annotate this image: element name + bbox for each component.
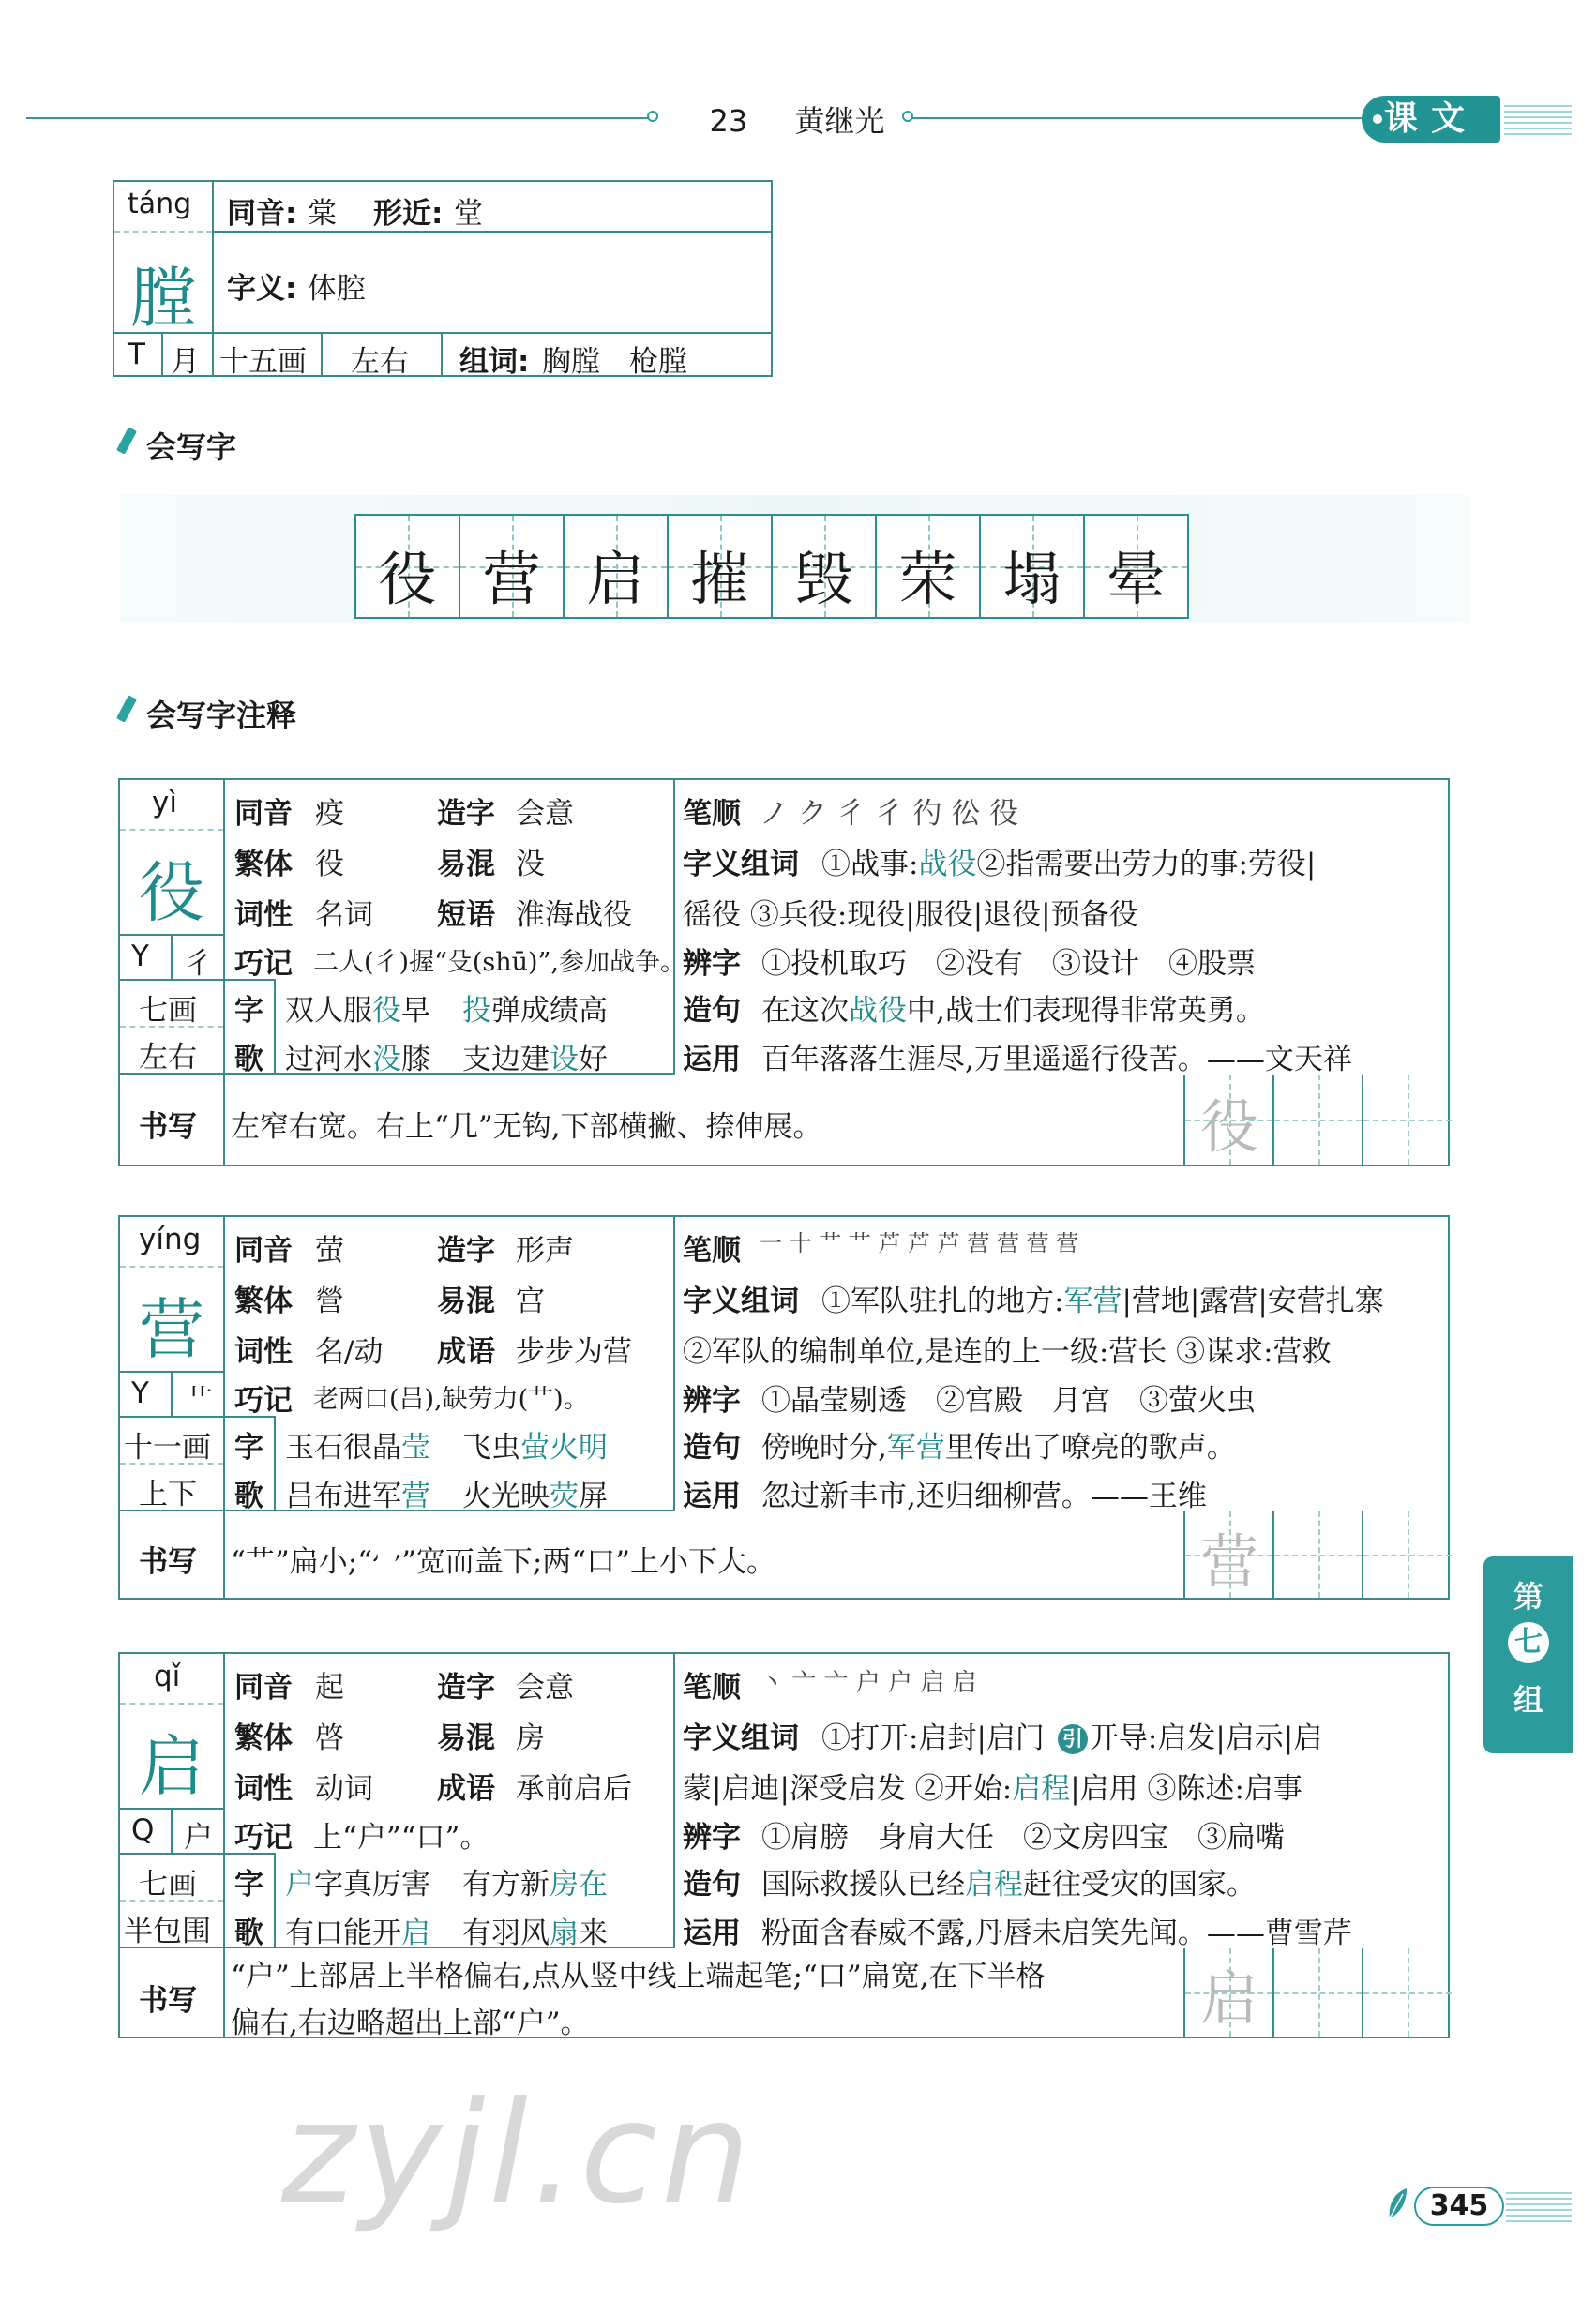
song-text: 玉石很晶 xyxy=(285,1431,401,1465)
leaf-icon xyxy=(1386,2185,1410,2222)
entry-sentence xyxy=(761,1860,1256,1902)
top-char-glyph: 膛 xyxy=(130,260,196,337)
song-highlight: 设 xyxy=(550,1043,579,1076)
entry-mnemonic: 上“户”“口”。 xyxy=(313,1821,489,1855)
label-writing: 书写 xyxy=(139,1110,197,1144)
entry-confuse: 房 xyxy=(516,1721,545,1755)
side-tab-line1: 第 xyxy=(1513,1579,1543,1615)
label-distinguish: 辨字 xyxy=(683,1821,741,1855)
song-highlight: 役 xyxy=(372,994,401,1028)
meaning-text: |启用 ③陈述:启事 xyxy=(1070,1772,1302,1806)
entry-mnemonic: 二人(彳)握“殳(shū)”,参加战争。 xyxy=(313,948,685,977)
practice-box xyxy=(1274,1948,1363,2037)
writing-cell-char: 役 xyxy=(378,545,437,613)
song-text: 弹成绩高 xyxy=(491,994,608,1028)
label-confuse: 易混 xyxy=(437,848,495,881)
practice-ghost-char: 营 xyxy=(1200,1527,1259,1596)
practice-grid xyxy=(1183,1511,1450,1598)
entry-pos: 动词 xyxy=(315,1772,373,1806)
label-formation: 造字 xyxy=(437,1234,495,1268)
entry-confuse: 宫 xyxy=(516,1285,545,1318)
extended-meaning-badge: 引 xyxy=(1058,1724,1088,1754)
label-homophone: 同音 xyxy=(234,1234,293,1268)
entry-homophone: 疫 xyxy=(315,797,344,831)
label-song-char: 字 xyxy=(234,994,263,1028)
entry-distinguish: ①晶莹剔透 ②宫殿 月宫 ③萤火虫 xyxy=(761,1384,1256,1418)
watermark-text: zyjl.cn xyxy=(281,2072,755,2235)
practice-box xyxy=(1274,1075,1363,1165)
entry-song-line1 xyxy=(285,1423,608,1466)
label-sentence: 造句 xyxy=(683,1868,741,1902)
entry-formation: 形声 xyxy=(516,1234,574,1268)
label-traditional: 繁体 xyxy=(234,1721,293,1755)
entry-usage: 忽过新丰市,还归细柳营。——王维 xyxy=(761,1480,1207,1513)
entry-confuse: 没 xyxy=(516,848,545,881)
entry-radical: 艹 xyxy=(184,1384,213,1418)
label-confuse: 易混 xyxy=(437,1285,495,1318)
writing-cell xyxy=(875,514,981,619)
meaning-text: 蒙|启迪|深受启发 ②开始: xyxy=(683,1772,1013,1806)
entry-pinyin: qǐ xyxy=(154,1660,181,1693)
top-char-homophone-label: 同音: xyxy=(227,197,297,231)
top-char-radical: 月 xyxy=(171,345,200,379)
label-phrase: 短语 xyxy=(437,898,495,932)
label-song-ge: 歌 xyxy=(234,1480,263,1513)
entry-song-line1 xyxy=(285,986,608,1029)
song-text: 膝 xyxy=(401,1043,430,1076)
writing-cell xyxy=(771,514,877,619)
entry-meaning-line1 xyxy=(821,1277,1384,1319)
header-dot-right xyxy=(902,111,913,122)
entry-traditional: 啓 xyxy=(315,1721,344,1755)
label-song-char: 字 xyxy=(234,1431,263,1465)
entry-structure: 左右 xyxy=(139,1041,197,1075)
header-dot-left xyxy=(647,111,658,122)
label-usage: 运用 xyxy=(683,1480,741,1513)
entry-meaning-line2 xyxy=(683,1765,1302,1807)
label-sentence: 造句 xyxy=(683,994,741,1028)
label-stroke-order: 笔顺 xyxy=(683,1671,741,1705)
writing-cell-char: 营 xyxy=(482,545,541,613)
label-confuse: 易混 xyxy=(437,1721,495,1755)
song-text: 吕布进军 xyxy=(285,1480,401,1513)
practice-box xyxy=(1363,1075,1452,1165)
entry-sentence xyxy=(761,1423,1236,1466)
sentence-text: 国际救援队已经 xyxy=(761,1868,965,1902)
writing-cell xyxy=(979,514,1085,619)
song-text: 过河水 xyxy=(285,1043,372,1076)
header-rule-left xyxy=(26,117,653,119)
song-text: 字真厉害 xyxy=(314,1868,430,1902)
writing-cell-char: 毁 xyxy=(794,545,853,613)
label-homophone: 同音 xyxy=(234,797,293,831)
entry-song-line1 xyxy=(285,1860,608,1902)
entry-formation: 会意 xyxy=(516,1671,574,1705)
entry-homophone: 起 xyxy=(315,1671,344,1705)
label-pos: 词性 xyxy=(234,1335,293,1369)
song-text: 飞虫 xyxy=(462,1431,520,1465)
song-text: 早 xyxy=(401,994,430,1028)
entry-strokes: 七画 xyxy=(139,1868,197,1902)
label-song-ge: 歌 xyxy=(234,1917,263,1950)
practice-grid xyxy=(1183,1075,1450,1165)
song-highlight: 户 xyxy=(285,1868,314,1902)
top-char-meaning-label: 字义: xyxy=(227,272,297,306)
meaning-text: ②指需要出劳力的事:劳役| xyxy=(976,848,1317,881)
label-stroke-order: 笔顺 xyxy=(683,797,741,831)
label-formation: 造字 xyxy=(437,1671,495,1705)
song-highlight: 萤火明 xyxy=(520,1431,608,1465)
chapter-side-tab xyxy=(1483,1556,1573,1753)
label-usage: 运用 xyxy=(683,1917,741,1950)
entry-writing-line2: 偏右,右边略超出上部“户”。 xyxy=(231,2007,590,2040)
label-homophone: 同音 xyxy=(234,1671,293,1705)
label-writing: 书写 xyxy=(139,1984,197,2018)
top-char-similar-label: 形近: xyxy=(373,197,444,231)
entry-mnemonic: 老两口(吕),缺劳力(艹)。 xyxy=(313,1385,589,1414)
meaning-text: ①战事: xyxy=(821,848,919,881)
practice-ghost-char: 役 xyxy=(1200,1092,1259,1161)
writing-cell-char: 摧 xyxy=(690,545,749,613)
writing-cell-char: 荣 xyxy=(898,545,957,613)
side-tab-number: 七 xyxy=(1508,1622,1549,1663)
entry-strokes: 十一画 xyxy=(124,1431,211,1465)
entry-structure: 上下 xyxy=(139,1478,197,1511)
lesson-title xyxy=(685,98,910,141)
meaning-highlight: 战役 xyxy=(918,848,977,881)
top-char-pinyin: táng xyxy=(128,188,192,220)
entry-traditional: 營 xyxy=(315,1285,344,1318)
label-sentence: 造句 xyxy=(683,1431,741,1465)
entry-usage: 百年落落生涯尽,万里遥遥行役苦。——文天祥 xyxy=(761,1043,1352,1076)
sentence-highlight: 军营 xyxy=(886,1431,945,1465)
top-char-homophone: 棠 xyxy=(308,197,337,231)
entry-song-line2 xyxy=(285,1909,608,1951)
label-usage: 运用 xyxy=(683,1043,741,1076)
entry-traditional: 役 xyxy=(315,848,344,881)
label-formation: 造字 xyxy=(437,797,495,831)
entry-meaning-line2: ②军队的编制单位,是连的上一级:营长 ③谋求:营救 xyxy=(683,1335,1332,1369)
entry-distinguish: ①肩膀 身肩大任 ②文房四宝 ③扁嘴 xyxy=(761,1821,1285,1855)
song-highlight: 房在 xyxy=(550,1868,608,1902)
song-text: 有方新 xyxy=(462,1868,550,1902)
meaning-text: |营地|露营|安营扎寨 xyxy=(1122,1285,1384,1318)
label-distinguish: 辨字 xyxy=(683,947,741,981)
entry-char: 营 xyxy=(139,1291,204,1368)
writing-cell xyxy=(563,514,669,619)
entry-writing-line1: 左窄右宽。右上“几”无钩,下部横撇、捺伸展。 xyxy=(231,1110,822,1144)
top-char-words: 胸膛 枪膛 xyxy=(542,345,687,379)
label-mnemonic: 巧记 xyxy=(234,1384,293,1418)
section-title-annotations: 会写字注释 xyxy=(146,698,297,733)
label-traditional: 繁体 xyxy=(234,1285,293,1318)
song-text: 好 xyxy=(579,1043,608,1076)
sentence-text: 在这次 xyxy=(761,994,849,1028)
top-char-structure: 左右 xyxy=(351,345,409,379)
entry-char: 役 xyxy=(139,854,204,931)
sentence-text: 赶往受灾的国家。 xyxy=(1023,1868,1256,1902)
entry-char: 启 xyxy=(139,1728,204,1805)
entry-index-letter: Q xyxy=(131,1813,155,1847)
meaning-highlight: 军营 xyxy=(1063,1285,1122,1318)
sentence-text: 里传出了嘹亮的歌声。 xyxy=(944,1431,1236,1465)
sentence-text: 中,战士们表现得非常英勇。 xyxy=(907,994,1265,1028)
label-meaning-words: 字义组词 xyxy=(683,1721,799,1755)
label-song-ge: 歌 xyxy=(234,1043,263,1076)
entry-song-line2 xyxy=(285,1035,608,1077)
label-writing: 书写 xyxy=(139,1545,197,1579)
entry-song-line2 xyxy=(285,1472,608,1514)
label-pos: 词性 xyxy=(234,898,293,932)
meaning-text: ①打开:启封|启门 xyxy=(821,1721,1045,1755)
entry-stroke-order: ノ ク 彳 彳 彴 彸 役 xyxy=(760,797,1019,831)
entry-distinguish: ①投机取巧 ②没有 ③设计 ④股票 xyxy=(761,947,1256,981)
entry-pinyin: yì xyxy=(152,786,177,819)
writing-cell xyxy=(354,514,460,619)
header-rule-right xyxy=(911,117,1362,119)
entry-phrase: 承前启后 xyxy=(516,1772,632,1806)
entry-radical: 户 xyxy=(184,1821,213,1855)
song-text: 屏 xyxy=(579,1480,608,1513)
entry-writing-line1: “艹”扁小;“冖”宽而盖下;两“口”上小下大。 xyxy=(231,1545,775,1579)
meaning-highlight: 启程 xyxy=(1012,1772,1071,1806)
label-meaning-words: 字义组词 xyxy=(683,1285,799,1318)
entry-formation: 会意 xyxy=(516,797,574,831)
top-char-words-label: 组词: xyxy=(459,345,530,379)
top-char-index-letter: T xyxy=(128,338,145,371)
entry-stroke-order: 一 十 艹 艹 芦 芦 芦 营 营 营 营 xyxy=(760,1230,1079,1256)
lesson-name: 黄继光 xyxy=(794,103,885,139)
song-highlight: 莹 xyxy=(401,1431,430,1465)
footer-stripes-decoration xyxy=(1506,2192,1572,2222)
entry-index-letter: Y xyxy=(131,940,149,973)
entry-pinyin: yíng xyxy=(139,1223,202,1256)
entry-phrase: 步步为营 xyxy=(516,1335,632,1369)
entry-phrase: 淮海战役 xyxy=(516,898,632,932)
writing-cell xyxy=(459,514,565,619)
label-stroke-order: 笔顺 xyxy=(683,1234,741,1268)
practice-ghost-char: 启 xyxy=(1200,1964,1259,2033)
pencil-icon xyxy=(116,427,137,454)
label-meaning-words: 字义组词 xyxy=(683,848,799,881)
label-song-char: 字 xyxy=(234,1868,263,1902)
song-text: 火光映 xyxy=(462,1480,550,1513)
practice-box xyxy=(1363,1948,1452,2037)
entry-stroke-order: 丶 亠 亠 户 户 启 启 xyxy=(760,1669,977,1697)
writing-cell-char: 启 xyxy=(586,545,645,613)
entry-index-letter: Y xyxy=(131,1376,149,1410)
entry-usage: 粉面含春威不露,丹唇未启笑先闻。——曹雪芹 xyxy=(761,1917,1352,1950)
section-title-write-chars: 会写字 xyxy=(146,429,237,465)
label-mnemonic: 巧记 xyxy=(234,1821,293,1855)
song-text: 支边建 xyxy=(462,1043,550,1076)
entry-sentence xyxy=(761,986,1265,1029)
writing-cell xyxy=(667,514,773,619)
entry-radical: 彳 xyxy=(184,947,213,981)
entry-strokes: 七画 xyxy=(139,994,197,1028)
top-char-similar: 堂 xyxy=(454,197,483,231)
writing-cell xyxy=(1083,514,1189,619)
meaning-text: 开导:启发|启示|启 xyxy=(1089,1721,1323,1755)
entry-meaning-line1 xyxy=(821,1714,1322,1756)
song-highlight: 扇 xyxy=(550,1917,579,1950)
entry-writing-line1: “户”上部居上半格偏右,点从竖中线上端起笔;“口”扁宽,在下半格 xyxy=(231,1960,1046,1993)
song-highlight: 营 xyxy=(401,1480,430,1513)
entry-meaning-line1 xyxy=(821,840,1316,882)
entry-homophone: 萤 xyxy=(315,1234,344,1268)
practice-box xyxy=(1274,1511,1363,1598)
writing-cell-char: 塌 xyxy=(1002,545,1061,613)
top-char-meaning: 体腔 xyxy=(308,272,366,306)
label-phrase: 成语 xyxy=(437,1772,495,1806)
section-badge: 课文 xyxy=(1362,96,1500,143)
song-highlight: 启 xyxy=(401,1917,430,1950)
label-traditional: 繁体 xyxy=(234,848,293,881)
label-pos: 词性 xyxy=(234,1772,293,1806)
entry-meaning-line2: 徭役 ③兵役:现役|服役|退役|预备役 xyxy=(683,898,1138,932)
song-text: 有羽风 xyxy=(462,1917,550,1950)
lesson-number: 23 xyxy=(709,103,748,139)
writing-cell-char: 晕 xyxy=(1107,545,1166,613)
label-mnemonic: 巧记 xyxy=(234,947,293,981)
top-char-strokes: 十五画 xyxy=(219,345,307,379)
song-highlight: 荧 xyxy=(550,1480,579,1513)
meaning-text: ①军队驻扎的地方: xyxy=(821,1285,1064,1318)
label-phrase: 成语 xyxy=(437,1335,495,1369)
header-stripes-decoration xyxy=(1504,105,1572,137)
song-highlight: 没 xyxy=(372,1043,401,1076)
page-number: 345 xyxy=(1414,2187,1504,2226)
song-text: 有口能开 xyxy=(285,1917,401,1950)
pencil-icon xyxy=(116,695,137,722)
song-text: 双人服 xyxy=(285,994,372,1028)
label-distinguish: 辨字 xyxy=(683,1384,741,1418)
song-highlight: 投 xyxy=(462,994,491,1028)
sentence-highlight: 战役 xyxy=(849,994,907,1028)
song-text: 来 xyxy=(579,1917,608,1950)
practice-grid xyxy=(1183,1948,1450,2037)
sentence-highlight: 启程 xyxy=(965,1868,1023,1902)
sentence-text: 傍晚时分, xyxy=(761,1431,887,1465)
side-tab-line3: 组 xyxy=(1513,1682,1543,1718)
practice-box xyxy=(1363,1511,1452,1598)
entry-pos: 名词 xyxy=(315,898,373,932)
entry-structure: 半包围 xyxy=(124,1915,211,1948)
entry-pos: 名/动 xyxy=(315,1335,384,1369)
